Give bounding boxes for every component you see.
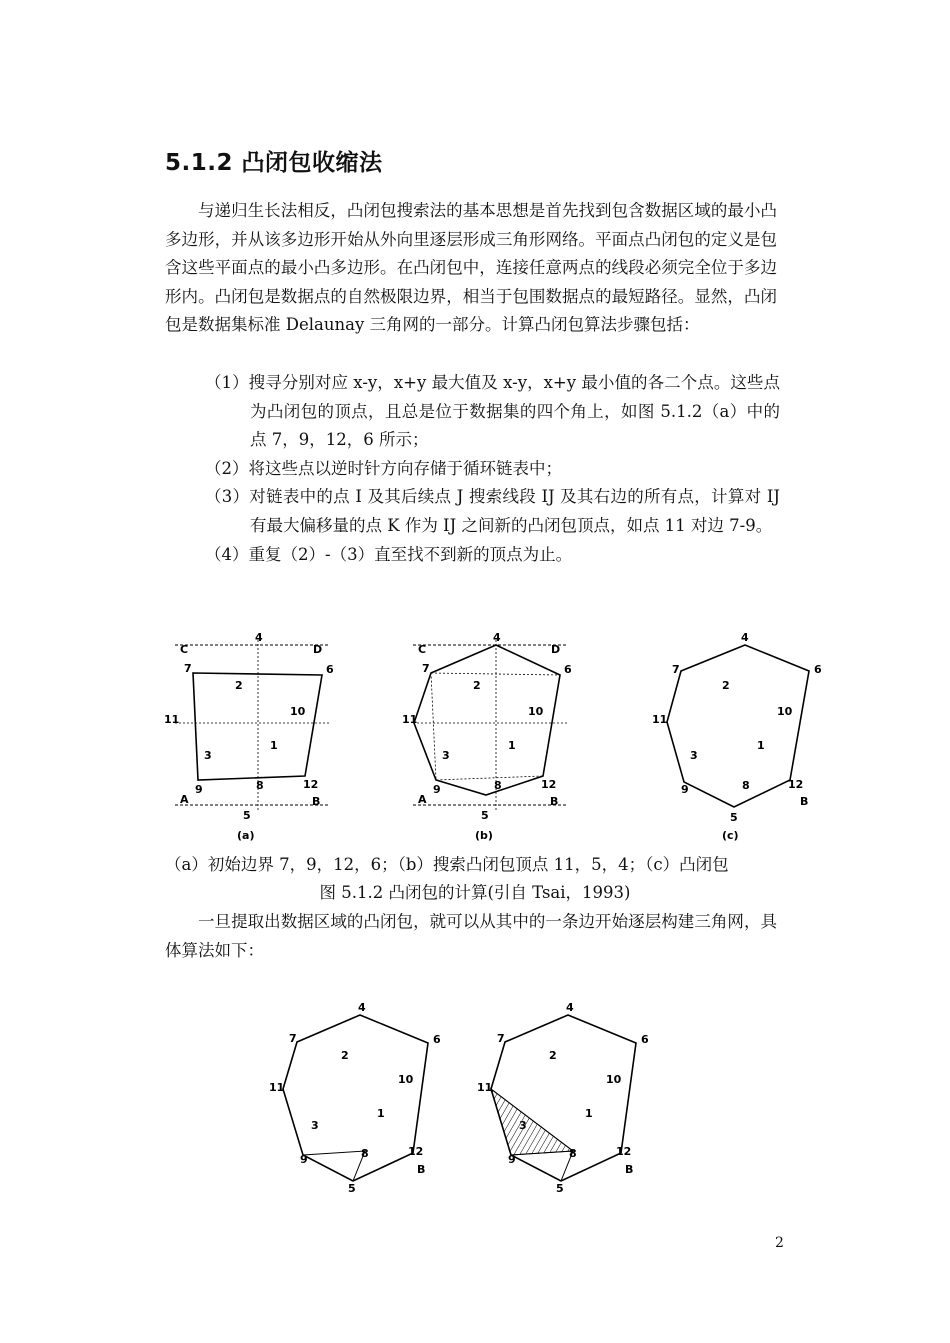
point-label: 8 [742,779,750,792]
point-label: 9 [195,783,203,796]
point-label: 11 [164,713,180,726]
step-item: （4）重复（2）-（3）直至找不到新的顶点为止。 [205,544,573,564]
followup-paragraph: 一旦提取出数据区域的凸闭包，就可以从其中的一条边开始逐层构建三角网，具体算法如下： [165,912,777,960]
point-label: 3 [311,1119,319,1132]
point-label: 9 [508,1153,516,1166]
point-label: 7 [184,662,192,675]
figure-caption: 图 5.1.2 凸闭包的计算(引自 Tsai，1993) [319,883,631,902]
point-label: 5 [348,1182,356,1195]
panel-label: (b) [475,829,493,842]
panel-a [164,631,334,842]
section-heading: 5.1.2 凸闭包收缩法 [165,150,383,176]
point-label: 4 [741,631,749,644]
point-label: 1 [757,739,765,752]
point-label: 4 [358,1001,366,1014]
corner-label: B [550,795,559,808]
point-label: 10 [398,1073,414,1086]
point-label: 3 [519,1119,527,1132]
point-label: 12 [541,778,557,791]
point-label: 6 [433,1033,441,1046]
point-label: 7 [289,1032,297,1045]
point-label: 6 [564,663,572,676]
point-label: 6 [326,663,334,676]
panel-label: (a) [237,829,255,842]
page-number: 2 [775,1235,784,1251]
point-label: 3 [204,749,212,762]
panel-right [477,1001,649,1195]
point-label: 4 [493,631,501,644]
point-label: 5 [481,809,489,822]
panel-label: (c) [722,829,739,842]
point-label: 12 [788,778,804,791]
point-label: 12 [303,778,319,791]
point-label: 2 [235,679,243,692]
intro-paragraph: 与递归生长法相反，凸闭包搜索法的基本思想是首先找到包含数据区域的最小凸多边形，并从该多边形开始从外向里逐层形成三角形网络。平面点凸闭包的定义是包含这些平面点的最小凸多边形。在凸闭包中，连接任意两点的线段必须完全位于多边形内。凸闭包是数据点的自然极限边界，相当于包围数据点的最短路径。显然，凸闭包是数据集标准 Delaunay 三角网的一部分。计算凸闭包算法步骤包括： [165,201,777,335]
corner-label: B [800,795,809,808]
point-label: 6 [641,1033,649,1046]
triangulation-figure [265,995,655,1195]
point-label: 8 [569,1147,577,1160]
point-label: 6 [814,663,822,676]
corner-label: B [312,795,321,808]
corner-label: C [180,643,189,656]
point-label: 5 [243,809,251,822]
panel-b [402,631,572,842]
point-label: 11 [477,1081,493,1094]
convex-hull-figure [160,625,840,850]
point-label: 11 [269,1081,285,1094]
point-label: 8 [256,779,264,792]
point-label: 1 [270,739,278,752]
point-label: 2 [473,679,481,692]
point-label: 10 [528,705,544,718]
point-label: 1 [377,1107,385,1120]
point-label: 9 [433,783,441,796]
point-label: 9 [300,1153,308,1166]
point-label: 2 [722,679,730,692]
point-label: 5 [556,1182,564,1195]
point-label: 7 [422,662,430,675]
point-label: 4 [566,1001,574,1014]
corner-label: A [180,793,189,806]
figure-subcaption: （a）初始边界 7，9，12，6；（b）搜索凸闭包顶点 11，5，4；（c）凸闭包 [165,855,729,874]
point-label: 10 [606,1073,622,1086]
step-item: （1）搜寻分别对应 x-y，x+y 最大值及 x-y，x+y 最小值的各二个点。这些点为凸闭包的顶点，且总是位于数据集的四个角上，如图 5.1.2（a）中的点 7，9，12，6 所示； [205,373,780,450]
point-label: 10 [290,705,306,718]
point-label: 9 [681,783,689,796]
corner-label: A [418,793,427,806]
point-label: 11 [402,713,418,726]
point-label: 2 [341,1049,349,1062]
point-label: 11 [652,713,668,726]
point-label: 3 [690,749,698,762]
point-label: 8 [361,1147,369,1160]
point-label: 7 [672,663,680,676]
algorithm-steps [205,369,780,569]
step-item: （2）将这些点以逆时针方向存储于循环链表中； [205,458,562,478]
point-label: 4 [255,631,263,644]
panel-c [652,631,822,842]
point-label: 8 [494,779,502,792]
point-label: 12 [616,1145,632,1158]
point-label: 10 [777,705,793,718]
corner-label: D [551,643,561,656]
point-label: 1 [508,739,516,752]
point-label: 3 [442,749,450,762]
corner-label: C [418,643,427,656]
point-label: 5 [730,811,738,824]
step-item: （3）对链表中的点 I 及其后续点 J 搜索线段 IJ 及其右边的所有点，计算对 IJ 有最大偏移量的点 K 作为 IJ 之间新的凸闭包顶点，如点 11 对边 7-9。 [205,487,780,535]
panel-left [269,1001,441,1195]
corner-label: D [313,643,323,656]
point-label: 7 [497,1032,505,1045]
point-label: 2 [549,1049,557,1062]
corner-label: B [625,1163,634,1176]
corner-label: B [417,1163,426,1176]
point-label: 1 [585,1107,593,1120]
point-label: 12 [408,1145,424,1158]
